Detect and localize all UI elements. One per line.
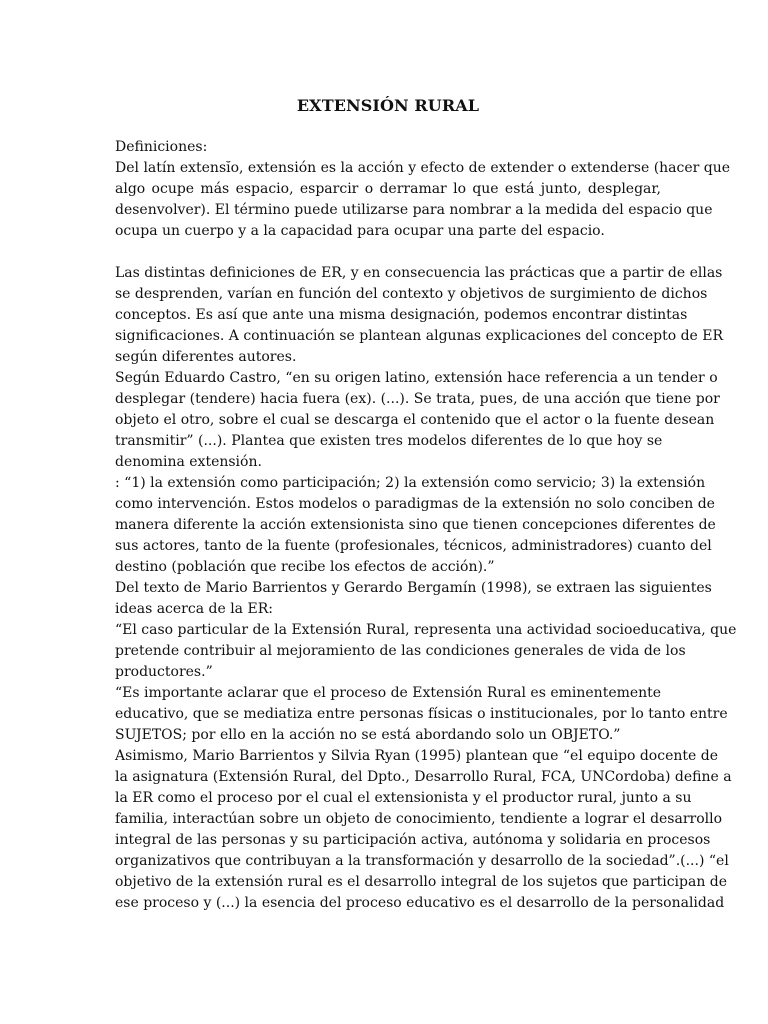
text-line: desenvolver). El término puede utilizarse para nombrar a la medida del espacio que — [115, 202, 713, 218]
paragraph — [115, 620, 737, 683]
text-line: según diferentes autores. — [115, 349, 297, 365]
paragraph — [115, 137, 661, 158]
text-line: : “1) la extensión como participación; 2) la extensión como servicio; 3) la extensión — [115, 475, 706, 491]
text-line: Definiciones: — [115, 139, 208, 155]
document-body — [115, 95, 737, 914]
text-line: “El caso particular de la Extensión Rural, representa una actividad socioeducativa, que — [115, 622, 737, 638]
text-line: integral de las personas y su participación activa, autónoma y solidaria en procesos — [115, 832, 711, 848]
paragraph — [115, 683, 728, 746]
text-line: pretende contribuir al mejoramiento de las condiciones generales de vida de los — [115, 643, 686, 659]
text-line: productores.” — [115, 664, 213, 680]
text-line: SUJETOS; por ello en la acción no se está abordando solo un OBJETO.” — [115, 727, 621, 743]
text-line: objetivo de la extensión rural es el desarrollo integral de los sujetos que participan de — [115, 874, 728, 890]
text-line: Asimismo, Mario Barrientos y Silvia Ryan (1995) plantean que “el equipo docente de — [115, 748, 718, 764]
paragraph — [115, 263, 724, 368]
paragraph-gap — [115, 242, 661, 263]
text-line: ocupa un cuerpo y a la capacidad para ocupar una parte del espacio. — [115, 223, 605, 239]
text-container — [115, 137, 737, 914]
text-line: destino (población que recibe los efectos de acción).” — [115, 559, 495, 575]
text-line: se desprenden, varían en función del contexto y objetivos de surgimiento de dichos — [115, 286, 708, 302]
text-line: como intervención. Estos modelos o paradigmas de la extensión no solo conciben de — [115, 496, 715, 512]
text-line: la asignatura (Extensión Rural, del Dpto., Desarrollo Rural, FCA, UNCordoba) define a — [115, 769, 732, 785]
paragraph — [115, 473, 716, 578]
text-line: manera diferente la acción extensionista sino que tienen concepciones diferentes de — [115, 517, 716, 533]
text-line: conceptos. Es así que ante una misma designación, podemos encontrar distintas — [115, 307, 688, 323]
page-title: EXTENSIÓN RURAL — [296, 96, 480, 115]
text-line: organizativos que contribuyan a la transformación y desarrollo de la sociedad”.(...) “el — [115, 853, 729, 869]
text-line: transmitir” (...). Plantea que existen tres modelos diferentes de lo que hoy se — [115, 433, 663, 449]
text-line: educativo, que se mediatiza entre personas físicas o institucionales, por lo tanto entre — [115, 706, 728, 722]
text-line: desplegar (tendere) hacia fuera (ex). (...). Se trata, pues, de una acción que tiene por — [115, 391, 720, 407]
text-line: sus actores, tanto de la fuente (profesionales, técnicos, administradores) cuanto del — [115, 538, 712, 554]
text-line: Según Eduardo Castro, “en su origen latino, extensión hace referencia a un tender o — [115, 370, 718, 386]
paragraph — [115, 746, 732, 914]
text-line: significaciones. A continuación se plantean algunas explicaciones del concepto de ER — [115, 328, 724, 344]
text-line: Las distintas definiciones de ER, y en consecuencia las prácticas que a partir de ellas — [115, 265, 723, 281]
text-line: familia, interactúan sobre un objeto de conocimiento, tendiente a lograr el desarrollo — [115, 811, 723, 827]
text-line: la ER como el proceso por el cual el extensionista y el productor rural, junto a su — [115, 790, 692, 806]
text-line: Del texto de Mario Barrientos y Gerardo Bergamín (1998), se extraen las siguientes — [115, 580, 712, 596]
text-line: objeto el otro, sobre el cual se descarga el contenido que el actor o la fuente desean — [115, 412, 715, 428]
text-line: Del latín extensĭo, extensión es la acción y efecto de extender o extenderse (hacer que — [115, 160, 731, 176]
text-line: denomina extensión. — [115, 454, 262, 470]
text-line: “Es importante aclarar que el proceso de Extensión Rural es eminentemente — [115, 685, 662, 701]
paragraph — [115, 368, 720, 473]
text-line: algo ocupe más espacio, esparcir o derramar lo que está junto, desplegar, — [115, 181, 661, 197]
paragraph — [115, 158, 731, 242]
text-line: ese proceso y (...) la esencia del proceso educativo es el desarrollo de la personalidad — [115, 895, 725, 911]
text-line: ideas acerca de la ER: — [115, 601, 273, 617]
paragraph — [115, 578, 712, 620]
